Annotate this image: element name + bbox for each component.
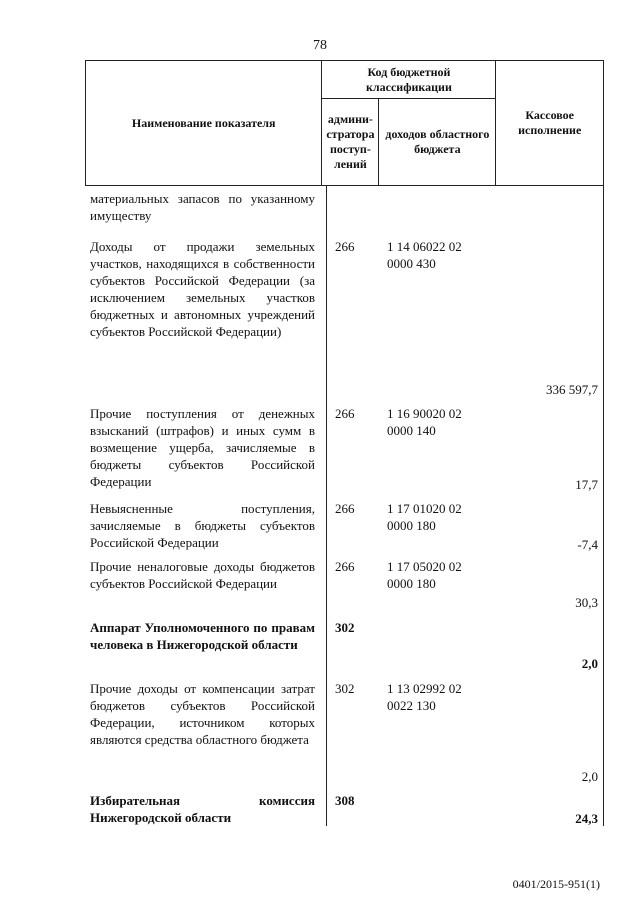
row-budget-code: 1 14 06022 02 0000 430 (387, 239, 462, 271)
header-code-group: Код бюджетной классификации (322, 61, 496, 99)
row-amount: 336 597,7 (546, 382, 598, 397)
row-admin-code: 302 (335, 681, 355, 696)
row-name: Невыясненные поступления, зачисляемые в бюджеты субъектов Российской Федерации (90, 501, 315, 550)
row-admin-code: 266 (335, 239, 355, 254)
row-admin-code: 266 (335, 501, 355, 516)
document-code: 0401/2015-951(1) (512, 877, 600, 891)
row-budget-code: 1 17 05020 02 0000 180 (387, 559, 462, 591)
row-admin-code: 302 (335, 620, 355, 635)
row-amount: 24,3 (575, 811, 598, 826)
row-budget-code: 1 13 02992 02 0022 130 (387, 681, 462, 713)
header-exec-col: Кассовое исполнение (496, 61, 604, 186)
row-amount: -7,4 (577, 537, 598, 552)
column-divider (326, 186, 327, 826)
header-admin-col: админи-стратора поступ-лений (322, 99, 379, 186)
row-name: Прочие доходы от компенсации затрат бюджетов субъектов Российской Федерации, источником которых являются средства областного бюджета (90, 681, 315, 747)
row-name: Прочие поступления от денежных взысканий (штрафов) и иных сумм в возмещение ущерба, зачисляемые в бюджеты субъектов Российской Федерации (90, 406, 315, 489)
row-name: материальных запасов по указанному имуществу (90, 191, 315, 223)
row-budget-code: 1 16 90020 02 0000 140 (387, 406, 462, 438)
row-amount: 30,3 (575, 595, 598, 610)
row-amount: 2,0 (581, 769, 598, 784)
row-admin-code: 308 (335, 793, 355, 808)
row-amount: 17,7 (575, 477, 598, 492)
row-name: Аппарат Уполномоченного по правам человека в Нижегородской области (90, 620, 315, 652)
header-name-col: Наименование показателя (86, 61, 322, 186)
page-number: 78 (313, 38, 327, 53)
row-amount: 2,0 (581, 656, 598, 671)
row-admin-code: 266 (335, 406, 355, 421)
row-name: Прочие неналоговые доходы бюджетов субъектов Российской Федерации (90, 559, 315, 591)
row-admin-code: 266 (335, 559, 355, 574)
row-name: Избирательная комиссия Нижегородской области (90, 793, 315, 825)
table-header (85, 60, 604, 186)
row-name: Доходы от продажи земельных участков, находящихся в собственности субъектов Российской Федерации (за исключением земельных участков бюджетных и автономных учреждений субъектов Российской Федерации) (90, 239, 315, 339)
column-divider (603, 186, 604, 826)
header-income-col: доходов областного бюджета (379, 99, 496, 186)
row-budget-code: 1 17 01020 02 0000 180 (387, 501, 462, 533)
